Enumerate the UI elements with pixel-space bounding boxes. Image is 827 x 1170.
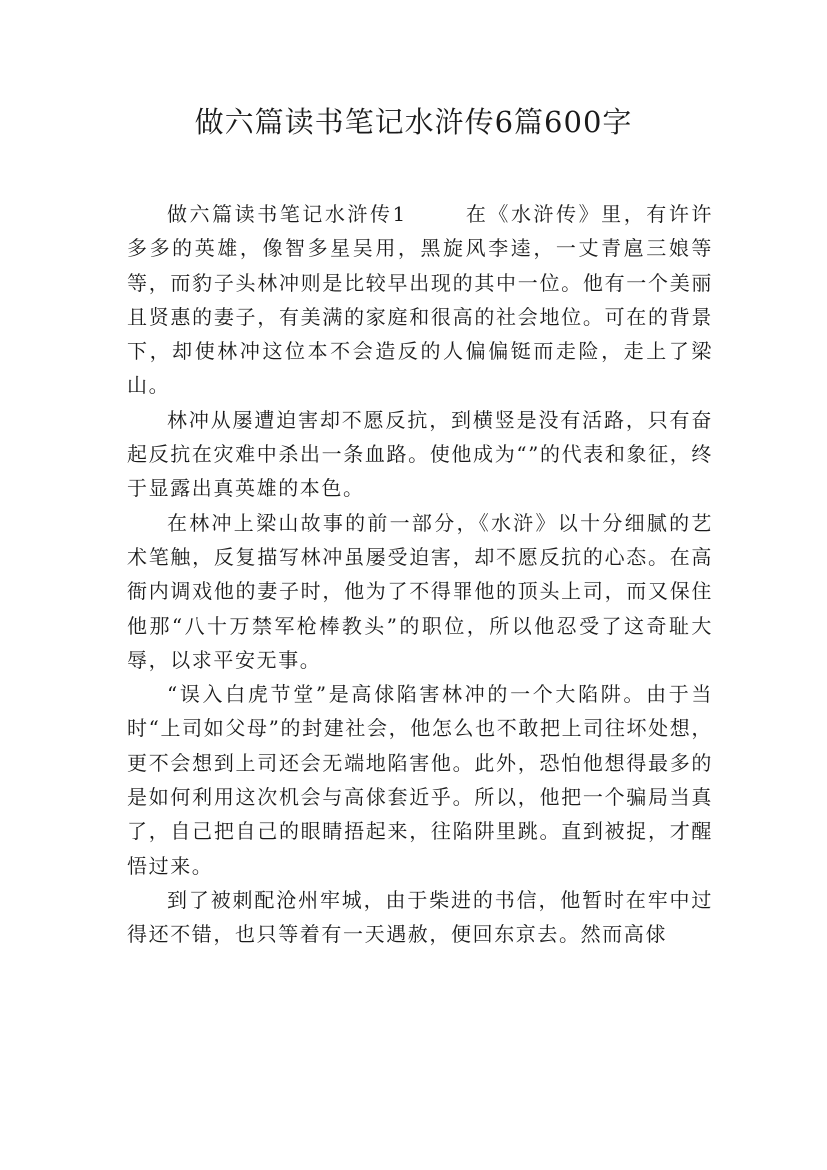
document-title: 做六篇读书笔记水浒传6篇600字 [194,105,633,139]
paragraph-1 [127,197,713,403]
paragraph-4: “误入白虎节堂”是高俅陷害林冲的一个大陷阱。由于当时“上司如父母”的封建社会，他怎么也不敢把上司往坏处想，更不会想到上司还会无端地陷害他。此外，恐怕他想得最多的是如何利用这次机会与高俅套近乎。所以，他把一个骗局当真了，自己把自己的眼睛捂起来，往陷阱里跳。直到被捉，才醒悟过来。 [127,682,713,878]
paragraph-5: 到了被刺配沧州牢城，由于柴进的书信，他暂时在牢中过得还不错，也只等着有一天遇赦，便回东京去。然而高俅 [127,887,713,947]
document-body [127,197,713,952]
paragraph-2: 林冲从屡遭迫害却不愿反抗，到横竖是没有活路，只有奋起反抗在灾难中杀出一条血路。使他成为“”的代表和象征，终于显露出真英雄的本色。 [127,407,713,501]
paragraph-1-text: 在《水浒传》里，有许许多多的英雄，像智多星吴用，黑旋风李逵，一丈青扈三娘等等，而豹子头林冲则是比较早出现的其中一位。他有一个美丽且贤惠的妻子，有美满的家庭和很高的社会地位。可在的背景下，却使林冲这位本不会造反的人偏偏铤而走险，走上了梁山。 [127,202,713,398]
paragraph-3: 在林冲上梁山故事的前一部分，《水浒》以十分细腻的艺术笔触，反复描写林冲虽屡受迫害，却不愿反抗的心态。在高衙内调戏他的妻子时，他为了不得罪他的顶头上司，而又保住他那“八十万禁军枪棒教头”的职位，所以他忍受了这奇耻大辱，以求平安无事。 [127,510,713,672]
section-heading: 做六篇读书笔记水浒传1 [167,202,407,226]
